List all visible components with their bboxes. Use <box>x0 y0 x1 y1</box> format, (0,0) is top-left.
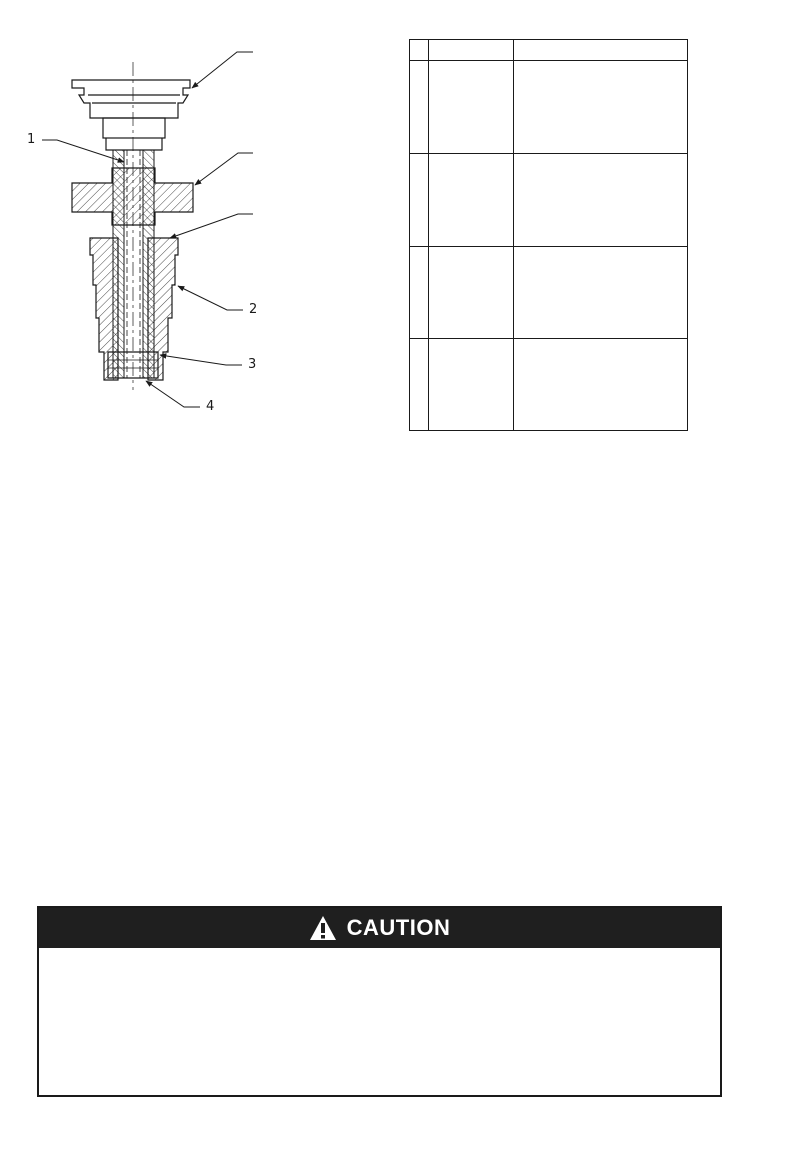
leader-1 <box>42 140 124 162</box>
callout-1: 1 <box>27 132 36 147</box>
leader-2 <box>178 286 243 310</box>
caution-title: CAUTION <box>346 915 451 940</box>
caution-banner <box>39 908 720 948</box>
callout-4: 4 <box>206 399 215 414</box>
callout-2: 2 <box>249 302 258 317</box>
top-cap <box>72 80 190 118</box>
warning-triangle-icon <box>309 915 337 941</box>
parts-table <box>409 39 688 431</box>
table-row-2 <box>410 153 687 247</box>
table-row-3 <box>410 246 687 339</box>
drawing-svg <box>0 0 380 440</box>
leader-4 <box>146 381 200 407</box>
callout-3: 3 <box>248 357 257 372</box>
table-row-4 <box>410 338 687 430</box>
table-header-row <box>410 40 687 61</box>
hub-flange <box>72 168 193 225</box>
table-row-1 <box>410 60 687 154</box>
caution-body-text <box>55 960 704 1085</box>
caution-notice <box>37 906 722 1097</box>
collar <box>103 118 165 138</box>
leader-shoulder <box>170 214 253 238</box>
leader-top-cap <box>192 52 253 88</box>
leader-3 <box>160 355 242 365</box>
assembly-cross-section-drawing <box>0 0 380 440</box>
leader-flange <box>195 153 253 185</box>
